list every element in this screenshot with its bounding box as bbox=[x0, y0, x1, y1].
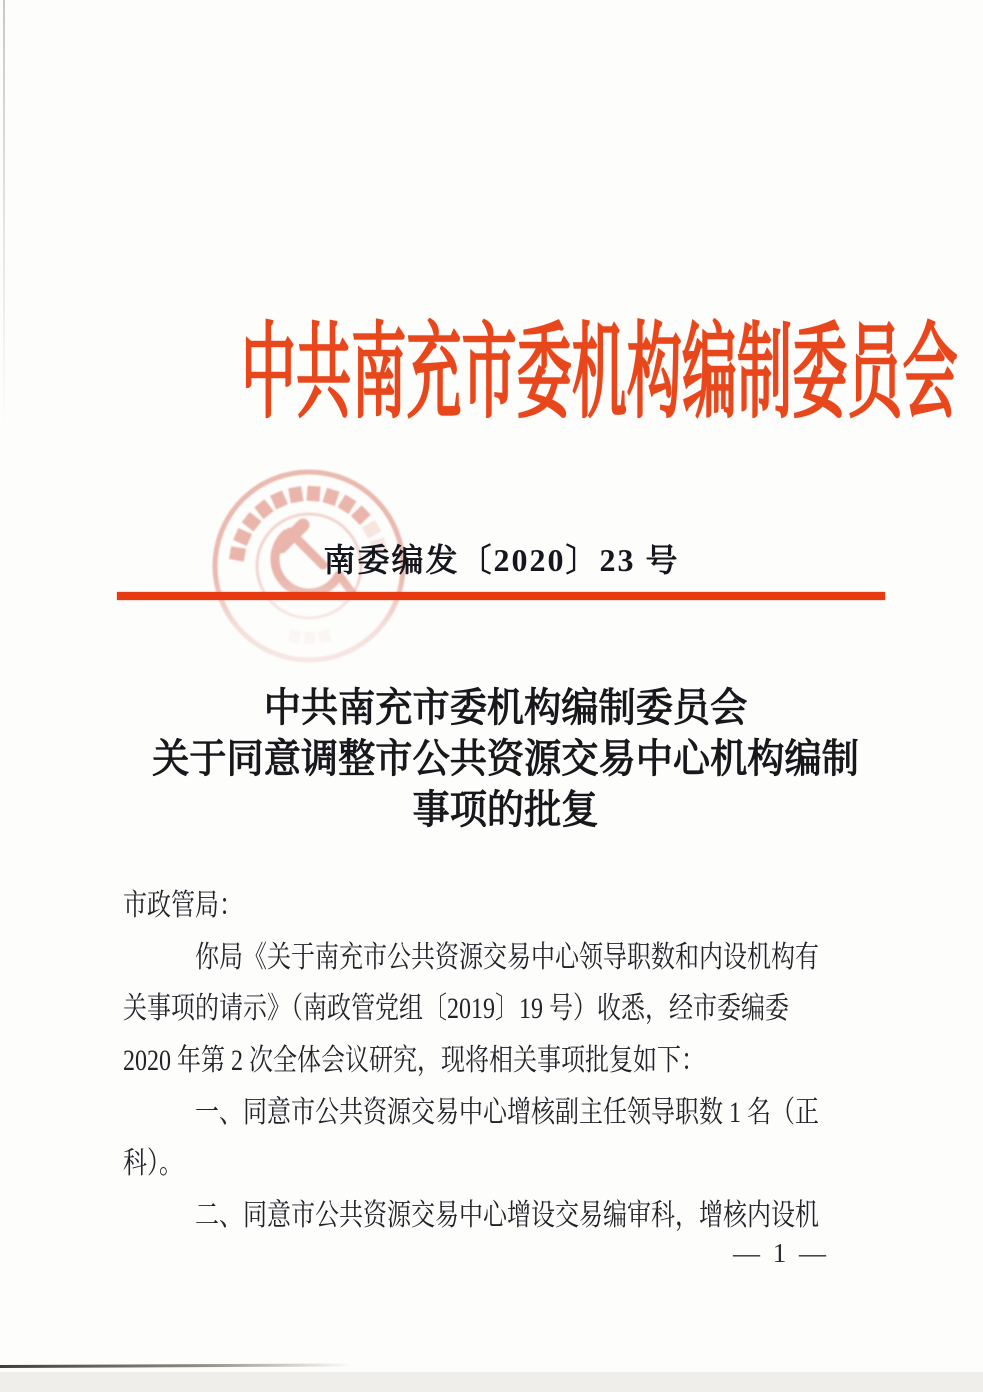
body-line: 你局《关于南充市公共资源交易中心领导职数和内设机构有 bbox=[195, 940, 819, 974]
document-body bbox=[123, 880, 883, 1242]
salutation: 市政管局： bbox=[123, 889, 243, 922]
document-title-line-1: 中共南充市委机构编制委员会 bbox=[263, 685, 748, 730]
masthead-issuing-authority: 中共南充市委机构编制委员会 bbox=[241, 316, 958, 431]
body-line: 二、同意市公共资源交易中心增设交易编审科，增核内设机 bbox=[195, 1199, 819, 1233]
document-title bbox=[48, 682, 962, 835]
document-number: 南委编发〔2020〕23 号 bbox=[323, 542, 680, 578]
document-title-line-2: 关于同意调整市公共资源交易中心机构编制 bbox=[152, 736, 859, 781]
body-line: 一、同意市公共资源交易中心增核副主任领导职数 1 名（正 bbox=[195, 1095, 819, 1129]
scan-bed-band bbox=[0, 1372, 983, 1392]
body-line: 关事项的请示》（南政管党组〔2019〕19 号）收悉，经市委编委 bbox=[123, 992, 789, 1026]
body-line: 科）。 bbox=[123, 1147, 183, 1181]
body-line: 2020 年第 2 次全体会议研究，现将相关事项批复如下： bbox=[123, 1044, 705, 1078]
red-header-rule bbox=[117, 592, 885, 600]
document-title-line-3: 事项的批复 bbox=[412, 787, 599, 832]
scan-left-edge-artifact bbox=[3, 0, 5, 430]
scan-bottom-edge-artifact bbox=[0, 1363, 352, 1368]
page-number: — 1 — bbox=[733, 1238, 829, 1268]
